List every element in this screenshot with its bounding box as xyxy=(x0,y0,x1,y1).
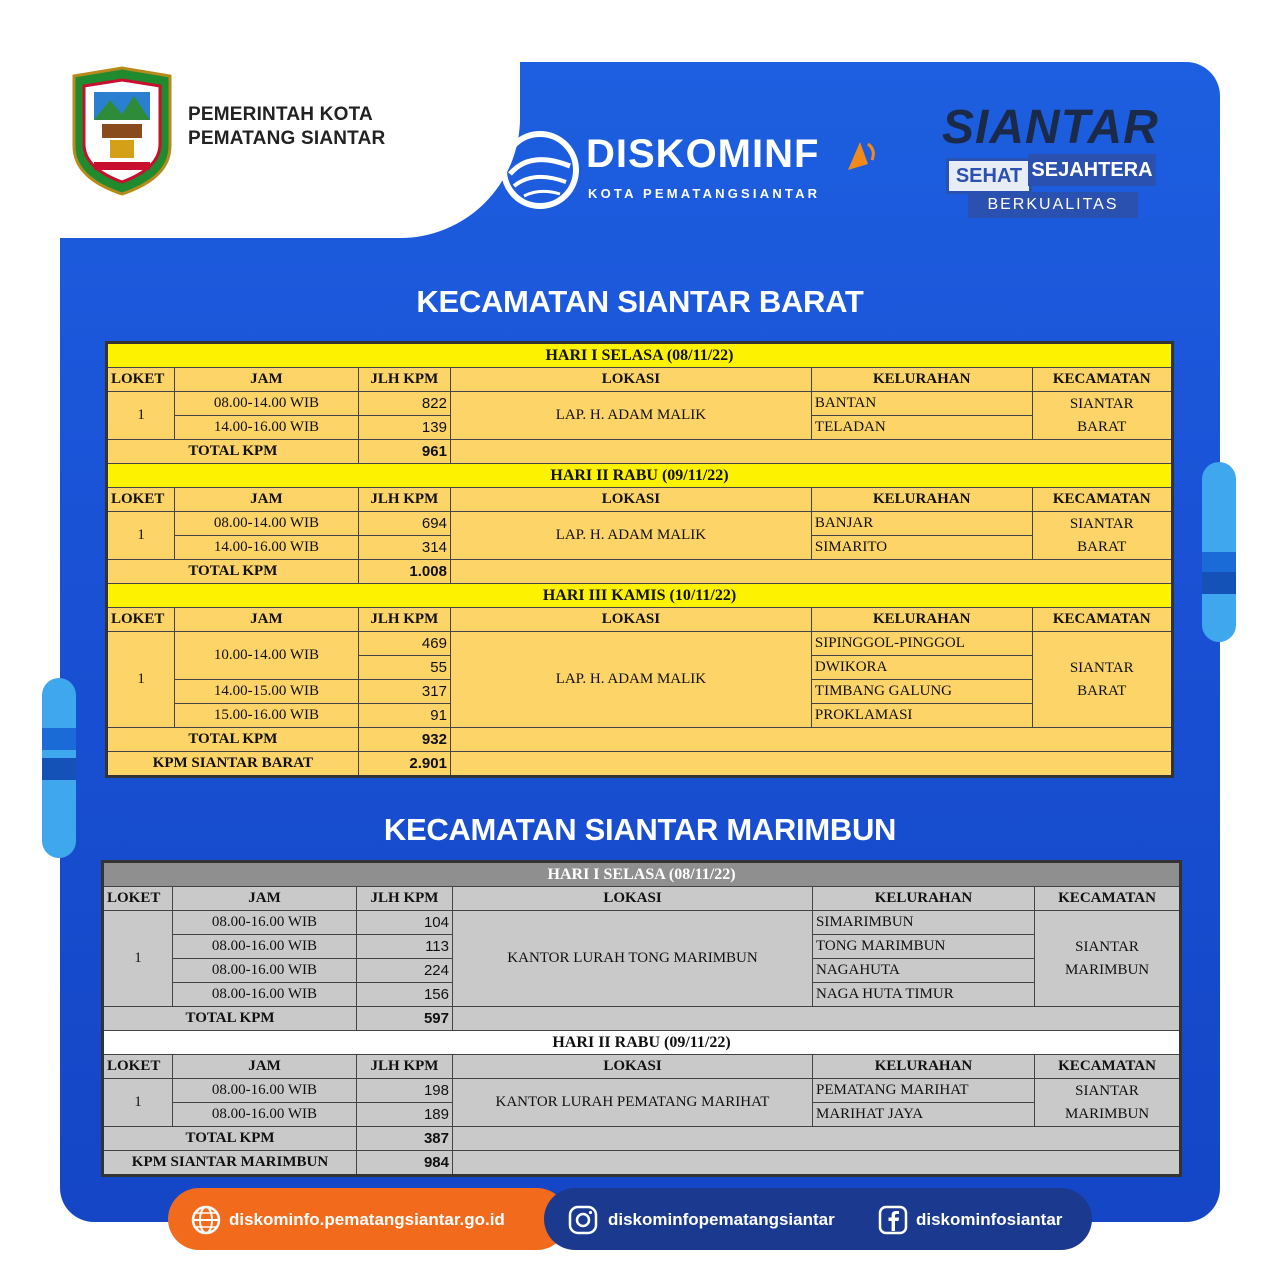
col-loket: LOKET xyxy=(103,1055,173,1079)
col-jlh-kpm: JLH KPM xyxy=(358,608,450,632)
diskominfo-logo xyxy=(500,130,900,220)
col-kecamatan: KECAMATAN xyxy=(1032,608,1173,632)
jam-cell: 14.00-15.00 WIB xyxy=(175,680,359,704)
loket-cell: 1 xyxy=(107,632,175,728)
kecamatan-cell: SIANTAR MARIMBUN xyxy=(1035,1079,1181,1127)
gov-title-line2: PEMATANG SIANTAR xyxy=(188,128,386,149)
instagram-icon xyxy=(568,1205,598,1235)
total-kpm-value: 597 xyxy=(357,1007,453,1031)
grand-total-label: KPM SIANTAR BARAT xyxy=(107,752,359,777)
lokasi-cell: KANTOR LURAH PEMATANG MARIHAT xyxy=(453,1079,813,1127)
col-kelurahan: KELURAHAN xyxy=(811,608,1032,632)
total-kpm-value: 387 xyxy=(357,1127,453,1151)
section-title-barat: KECAMATAN SIANTAR BARAT xyxy=(416,284,864,319)
globe-icon xyxy=(190,1204,222,1236)
schedule-table-barat xyxy=(105,341,1174,778)
kelurahan-cell: SIMARITO xyxy=(811,536,1032,560)
total-kpm-label: TOTAL KPM xyxy=(107,440,359,464)
col-kelurahan: KELURAHAN xyxy=(813,887,1035,911)
kpm-cell: 113 xyxy=(357,935,453,959)
kpm-cell: 189 xyxy=(357,1103,453,1127)
jam-cell: 15.00-16.00 WIB xyxy=(175,704,359,728)
col-jlh-kpm: JLH KPM xyxy=(357,887,453,911)
kpm-cell: 104 xyxy=(357,911,453,935)
kpm-cell: 694 xyxy=(358,512,450,536)
facebook-handle[interactable]: diskominfosiantar xyxy=(916,1210,1063,1229)
col-lokasi: LOKASI xyxy=(453,887,813,911)
day-header: HARI I SELASA (08/11/22) xyxy=(107,343,1173,368)
schedule-table-marimbun xyxy=(101,860,1182,1177)
kpm-cell: 224 xyxy=(357,959,453,983)
kelurahan-cell: TELADAN xyxy=(811,416,1032,440)
kelurahan-cell: MARIHAT JAYA xyxy=(813,1103,1035,1127)
kelurahan-cell: SIMARIMBUN xyxy=(813,911,1035,935)
col-jam: JAM xyxy=(173,887,357,911)
kpm-cell: 317 xyxy=(358,680,450,704)
grand-total-value: 984 xyxy=(357,1151,453,1176)
kecamatan-cell: SIANTAR BARAT xyxy=(1032,392,1173,440)
total-kpm-label: TOTAL KPM xyxy=(103,1007,357,1031)
day-header: HARI I SELASA (08/11/22) xyxy=(103,862,1181,887)
government-title xyxy=(188,103,385,151)
kpm-cell: 156 xyxy=(357,983,453,1007)
lokasi-cell: LAP. H. ADAM MALIK xyxy=(450,512,811,560)
jam-cell: 08.00-16.00 WIB xyxy=(173,959,357,983)
loket-cell: 1 xyxy=(103,1079,173,1127)
col-jam: JAM xyxy=(175,368,359,392)
kelurahan-cell: TIMBANG GALUNG xyxy=(811,680,1032,704)
total-kpm-value: 932 xyxy=(358,728,450,752)
section-title-marimbun: KECAMATAN SIANTAR MARIMBUN xyxy=(383,812,897,847)
col-loket: LOKET xyxy=(103,887,173,911)
kelurahan-cell: SIPINGGOL-PINGGOL xyxy=(811,632,1032,656)
col-jlh-kpm: JLH KPM xyxy=(357,1055,453,1079)
kecamatan-cell: SIANTAR BARAT xyxy=(1032,632,1173,728)
badge-main-text: SIANTAR xyxy=(942,101,1159,154)
kecamatan-cell: SIANTAR MARIMBUN xyxy=(1035,911,1181,1007)
col-lokasi: LOKASI xyxy=(453,1055,813,1079)
kelurahan-cell: NAGA HUTA TIMUR xyxy=(813,983,1035,1007)
kelurahan-cell: DWIKORA xyxy=(811,656,1032,680)
badge-sejahtera: SEJAHTERA xyxy=(1028,154,1156,186)
col-jam: JAM xyxy=(173,1055,357,1079)
kpm-cell: 91 xyxy=(358,704,450,728)
diskominfo-logo-icon xyxy=(500,130,580,210)
col-kecamatan: KECAMATAN xyxy=(1032,488,1173,512)
col-kelurahan: KELURAHAN xyxy=(811,488,1032,512)
kelurahan-cell: TONG MARIMBUN xyxy=(813,935,1035,959)
grand-total-label: KPM SIANTAR MARIMBUN xyxy=(103,1151,357,1176)
kecamatan-cell: SIANTAR BARAT xyxy=(1032,512,1173,560)
loket-cell: 1 xyxy=(103,911,173,1007)
kpm-cell: 469 xyxy=(358,632,450,656)
day-header: HARI II RABU (09/11/22) xyxy=(107,464,1173,488)
total-kpm-value: 961 xyxy=(358,440,450,464)
col-loket: LOKET xyxy=(107,368,175,392)
col-kelurahan: KELURAHAN xyxy=(813,1055,1035,1079)
jam-cell: 14.00-16.00 WIB xyxy=(175,416,359,440)
kelurahan-cell: BANJAR xyxy=(811,512,1032,536)
jam-cell: 08.00-14.00 WIB xyxy=(175,512,359,536)
jam-cell: 10.00-14.00 WIB xyxy=(175,632,359,680)
total-kpm-value: 1.008 xyxy=(358,560,450,584)
col-lokasi: LOKASI xyxy=(450,488,811,512)
jam-cell: 08.00-16.00 WIB xyxy=(173,1079,357,1103)
facebook-icon xyxy=(878,1205,908,1235)
total-kpm-label: TOTAL KPM xyxy=(107,560,359,584)
website-link[interactable]: diskominfo.pematangsiantar.go.id xyxy=(229,1210,505,1229)
col-lokasi: LOKASI xyxy=(450,368,811,392)
col-lokasi: LOKASI xyxy=(450,608,811,632)
kelurahan-cell: NAGAHUTA xyxy=(813,959,1035,983)
lokasi-cell: LAP. H. ADAM MALIK xyxy=(450,392,811,440)
diskominfo-name: DISKOMINF xyxy=(586,132,820,176)
kpm-cell: 198 xyxy=(357,1079,453,1103)
signal-icon xyxy=(842,134,882,174)
grand-total-value: 2.901 xyxy=(358,752,450,777)
jam-cell: 08.00-16.00 WIB xyxy=(173,911,357,935)
col-kelurahan: KELURAHAN xyxy=(811,368,1032,392)
jam-cell: 08.00-16.00 WIB xyxy=(173,983,357,1007)
jam-cell: 14.00-16.00 WIB xyxy=(175,536,359,560)
kelurahan-cell: BANTAN xyxy=(811,392,1032,416)
col-jlh-kpm: JLH KPM xyxy=(358,368,450,392)
col-loket: LOKET xyxy=(107,608,175,632)
lokasi-cell: KANTOR LURAH TONG MARIMBUN xyxy=(453,911,813,1007)
gov-title-line1: PEMERINTAH KOTA xyxy=(188,104,373,125)
badge-sehat: SEHAT xyxy=(946,158,1032,194)
col-kecamatan: KECAMATAN xyxy=(1032,368,1173,392)
jam-cell: 08.00-16.00 WIB xyxy=(173,935,357,959)
kelurahan-cell: PEMATANG MARIHAT xyxy=(813,1079,1035,1103)
jam-cell: 08.00-14.00 WIB xyxy=(175,392,359,416)
total-kpm-label: TOTAL KPM xyxy=(103,1127,357,1151)
kpm-cell: 139 xyxy=(358,416,450,440)
kpm-cell: 314 xyxy=(358,536,450,560)
col-jam: JAM xyxy=(175,608,359,632)
siantar-sehat-badge xyxy=(932,98,1194,230)
kelurahan-cell: PROKLAMASI xyxy=(811,704,1032,728)
diskominfo-subtitle: KOTA PEMATANGSIANTAR xyxy=(588,186,821,201)
total-kpm-label: TOTAL KPM xyxy=(107,728,359,752)
col-kecamatan: KECAMATAN xyxy=(1035,1055,1181,1079)
kpm-cell: 822 xyxy=(358,392,450,416)
col-kecamatan: KECAMATAN xyxy=(1035,887,1181,911)
badge-berkualitas: BERKUALITAS xyxy=(968,192,1138,218)
kpm-cell: 55 xyxy=(358,656,450,680)
loket-cell: 1 xyxy=(107,512,175,560)
day-header: HARI II RABU (09/11/22) xyxy=(103,1031,1181,1055)
jam-cell: 08.00-16.00 WIB xyxy=(173,1103,357,1127)
city-emblem-icon xyxy=(70,66,174,196)
col-loket: LOKET xyxy=(107,488,175,512)
loket-cell: 1 xyxy=(107,392,175,440)
right-side-decoration xyxy=(1202,462,1236,642)
day-header: HARI III KAMIS (10/11/22) xyxy=(107,584,1173,608)
instagram-handle[interactable]: diskominfopematangsiantar xyxy=(608,1210,835,1229)
lokasi-cell: LAP. H. ADAM MALIK xyxy=(450,632,811,728)
col-jlh-kpm: JLH KPM xyxy=(358,488,450,512)
col-jam: JAM xyxy=(175,488,359,512)
